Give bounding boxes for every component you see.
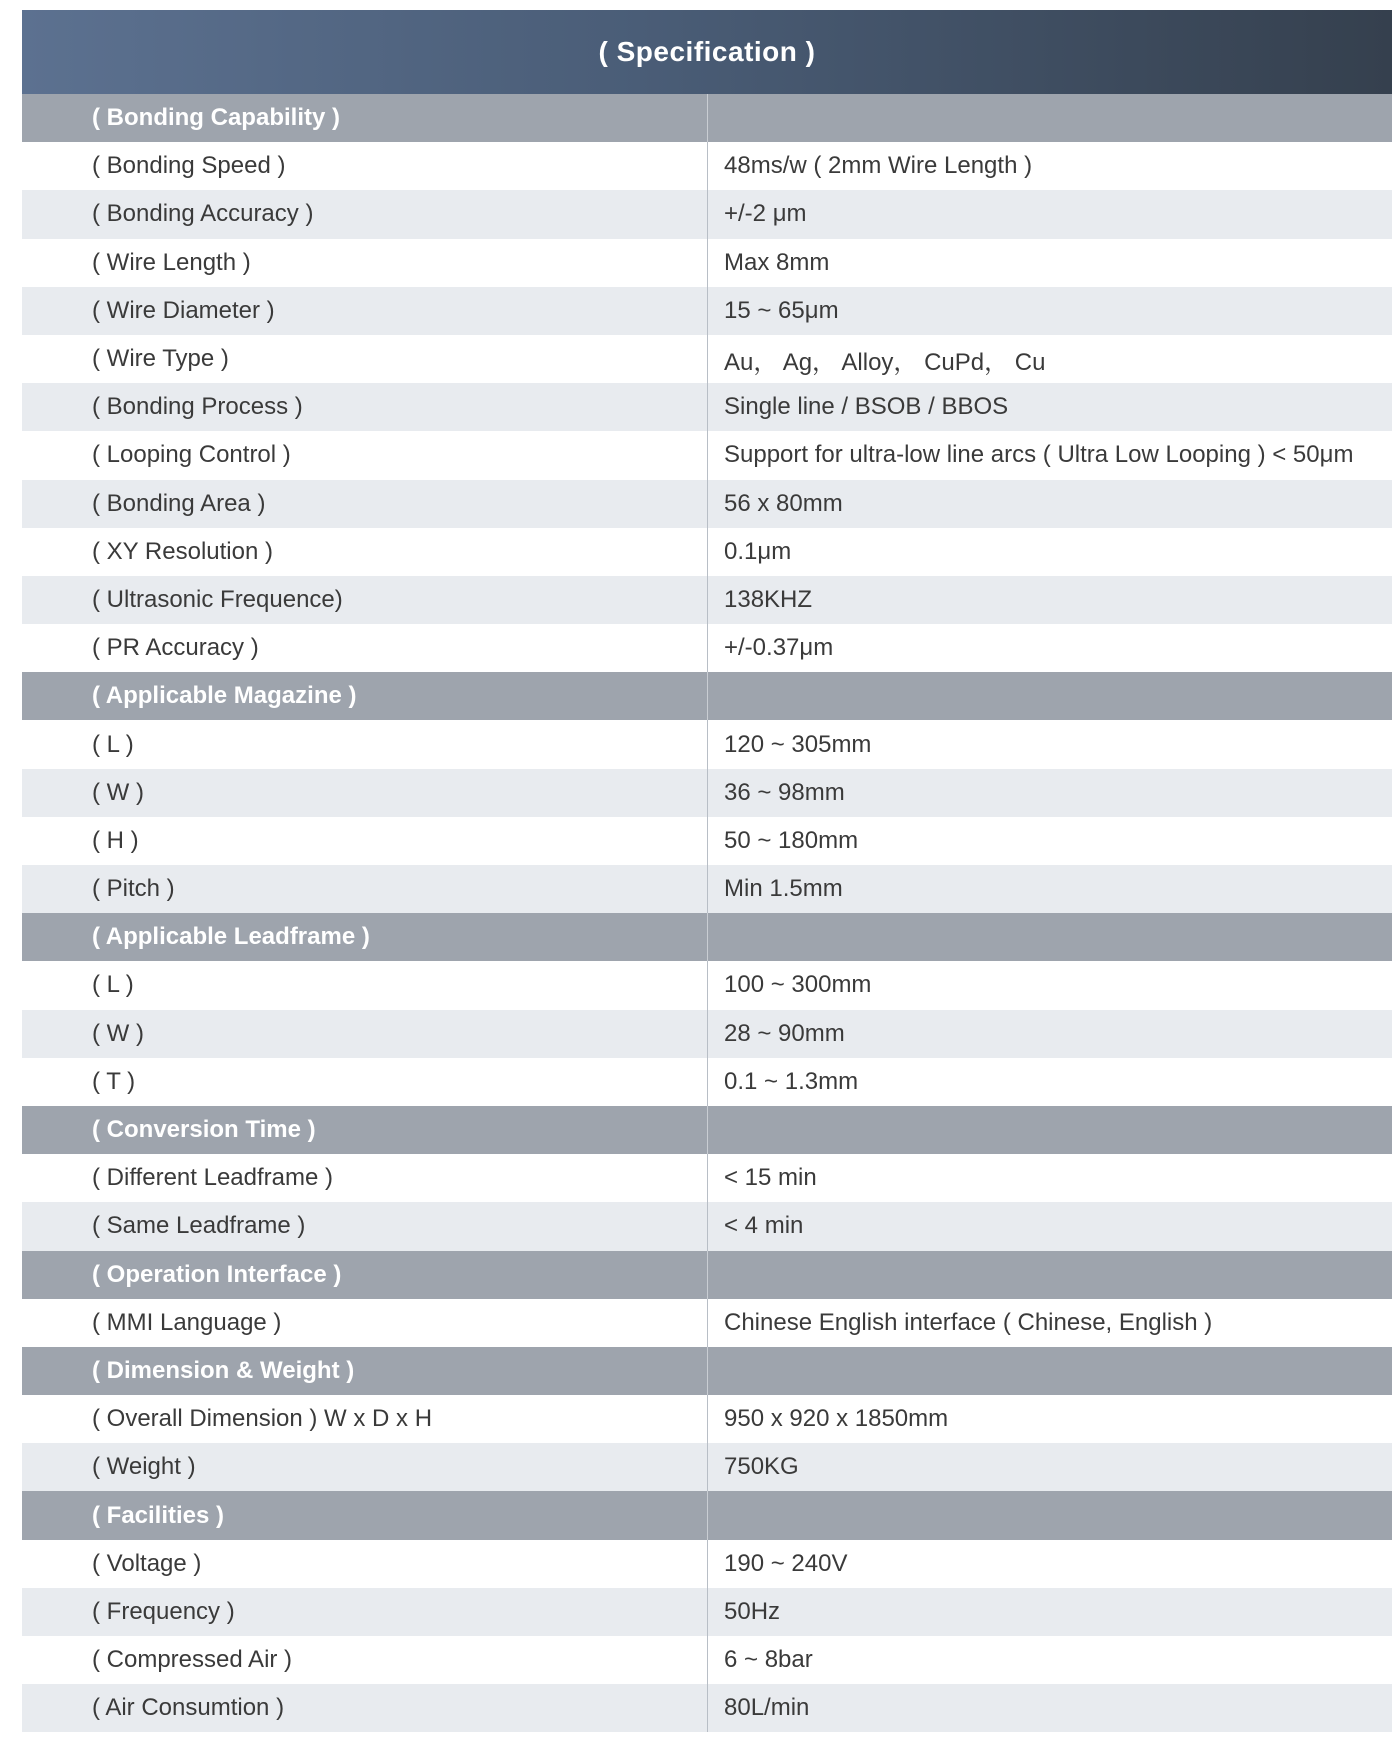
section-label: ( Applicable Magazine ) [92, 682, 357, 710]
spec-key: ( Wire Type ) [92, 345, 229, 373]
spec-value: 950 x 920 x 1850mm [707, 1395, 1392, 1443]
section-header [22, 1251, 1392, 1299]
spec-row [22, 1299, 1392, 1347]
spec-value: 190 ~ 240V [707, 1540, 1392, 1588]
spec-key: ( Air Consumtion ) [92, 1694, 285, 1722]
spec-value: Single line / BSOB / BBOS [707, 383, 1392, 431]
section-value-empty [707, 672, 1392, 720]
section-header [22, 1347, 1392, 1395]
section-value-empty [707, 1491, 1392, 1539]
spec-row [22, 1154, 1392, 1202]
spec-value: Min 1.5mm [707, 865, 1392, 913]
spec-key: ( W ) [92, 1019, 144, 1047]
section-value-empty [707, 94, 1392, 142]
spec-value: Au， Ag， Alloy， CuPd， Cu [707, 335, 1392, 383]
spec-row [22, 865, 1392, 913]
spec-value: 28 ~ 90mm [707, 1010, 1392, 1058]
spec-key: ( Overall Dimension ) W x D x H [92, 1405, 433, 1433]
section-header [22, 672, 1392, 720]
spec-value: 0.1 ~ 1.3mm [707, 1058, 1392, 1106]
spec-key: ( Weight ) [92, 1453, 196, 1481]
spec-value: Support for ultra-low line arcs ( Ultra Low Looping ) < 50μm [707, 431, 1392, 479]
spec-key: ( Frequency ) [92, 1597, 235, 1625]
spec-value: 0.1μm [707, 528, 1392, 576]
spec-row [22, 528, 1392, 576]
spec-key: ( MMI Language ) [92, 1308, 282, 1336]
section-header [22, 1106, 1392, 1154]
spec-key: ( PR Accuracy ) [92, 634, 259, 662]
spec-key: ( Wire Length ) [92, 248, 251, 276]
section-label: ( Applicable Leadframe ) [92, 923, 370, 951]
spec-row [22, 624, 1392, 672]
spec-key: ( Pitch ) [92, 875, 175, 903]
spec-row [22, 1010, 1392, 1058]
section-header [22, 913, 1392, 961]
section-header [22, 1491, 1392, 1539]
section-label: ( Dimension & Weight ) [92, 1356, 355, 1384]
spec-value: +/-2 μm [707, 190, 1392, 238]
spec-row [22, 1636, 1392, 1684]
spec-value: 80L/min [707, 1684, 1392, 1732]
section-value-empty [707, 1347, 1392, 1395]
spec-value: 48ms/w ( 2mm Wire Length ) [707, 142, 1392, 190]
spec-key: ( Ultrasonic Frequence) [92, 585, 343, 613]
spec-row [22, 1395, 1392, 1443]
spec-value: < 15 min [707, 1154, 1392, 1202]
spec-row [22, 1058, 1392, 1106]
spec-key: ( Looping Control ) [92, 441, 291, 469]
spec-value: 50 ~ 180mm [707, 817, 1392, 865]
spec-row [22, 720, 1392, 768]
spec-row [22, 1588, 1392, 1636]
spec-value: 750KG [707, 1443, 1392, 1491]
spec-row [22, 1202, 1392, 1250]
spec-key: ( W ) [92, 778, 144, 806]
spec-key: ( Same Leadframe ) [92, 1212, 306, 1240]
spec-value: 138KHZ [707, 576, 1392, 624]
spec-value: 120 ~ 305mm [707, 720, 1392, 768]
spec-row [22, 1684, 1392, 1732]
section-label: ( Bonding Capability ) [92, 104, 340, 132]
spec-row [22, 480, 1392, 528]
section-value-empty [707, 1106, 1392, 1154]
spec-value: 6 ~ 8bar [707, 1636, 1392, 1684]
spec-row [22, 142, 1392, 190]
spec-value: 100 ~ 300mm [707, 961, 1392, 1009]
spec-key: ( XY Resolution ) [92, 537, 273, 565]
spec-value: Chinese English interface ( Chinese, English ) [707, 1299, 1392, 1347]
spec-row [22, 961, 1392, 1009]
spec-row [22, 383, 1392, 431]
spec-key: ( Compressed Air ) [92, 1646, 293, 1674]
spec-row [22, 1443, 1392, 1491]
specification-table [22, 10, 1392, 1732]
spec-key: ( T ) [92, 1067, 136, 1095]
spec-row [22, 576, 1392, 624]
section-value-empty [707, 913, 1392, 961]
spec-key: ( Wire Diameter ) [92, 296, 275, 324]
spec-key: ( L ) [92, 971, 134, 999]
spec-rows [22, 94, 1392, 1732]
spec-value: 15 ~ 65μm [707, 287, 1392, 335]
spec-value: 36 ~ 98mm [707, 769, 1392, 817]
spec-key: ( H ) [92, 826, 139, 854]
spec-title: ( Specification ) [22, 10, 1392, 94]
spec-value: < 4 min [707, 1202, 1392, 1250]
spec-key: ( Bonding Process ) [92, 393, 303, 421]
spec-key: ( L ) [92, 730, 134, 758]
spec-row [22, 239, 1392, 287]
spec-key: ( Bonding Speed ) [92, 152, 286, 180]
spec-key: ( Voltage ) [92, 1549, 202, 1577]
section-label: ( Operation Interface ) [92, 1260, 342, 1288]
spec-value: 50Hz [707, 1588, 1392, 1636]
spec-row [22, 431, 1392, 479]
spec-row [22, 769, 1392, 817]
section-header [22, 94, 1392, 142]
spec-key: ( Bonding Area ) [92, 489, 266, 517]
spec-row [22, 1540, 1392, 1588]
spec-value: +/-0.37μm [707, 624, 1392, 672]
spec-value: Max 8mm [707, 239, 1392, 287]
spec-row [22, 287, 1392, 335]
spec-row [22, 817, 1392, 865]
spec-value: 56 x 80mm [707, 480, 1392, 528]
section-value-empty [707, 1251, 1392, 1299]
section-label: ( Conversion Time ) [92, 1116, 316, 1144]
spec-key: ( Bonding Accuracy ) [92, 200, 314, 228]
spec-row [22, 190, 1392, 238]
spec-key: ( Different Leadframe ) [92, 1164, 333, 1192]
section-label: ( Facilities ) [92, 1501, 225, 1529]
spec-row [22, 335, 1392, 383]
